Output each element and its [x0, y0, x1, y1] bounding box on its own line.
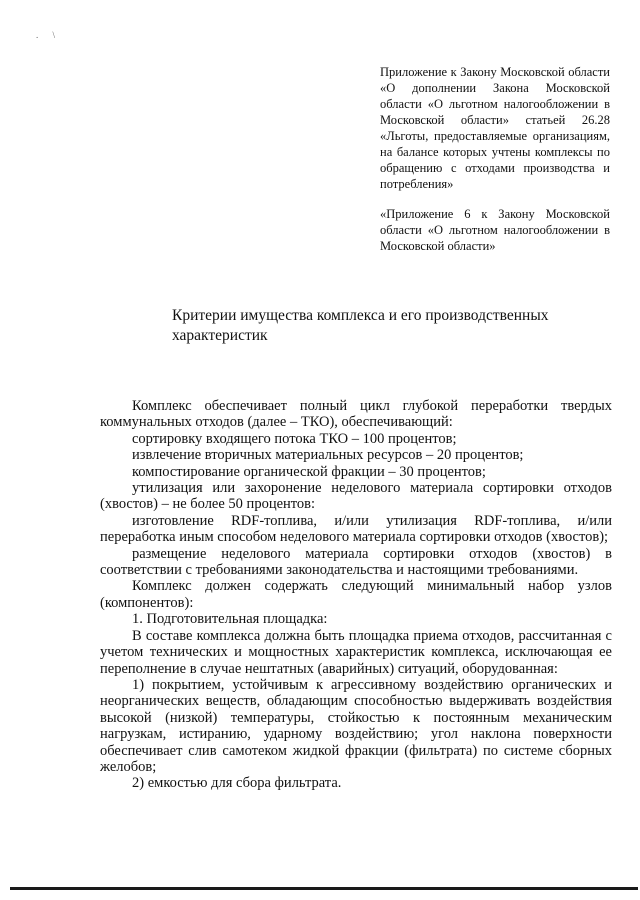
paragraph: изготовление RDF-топлива, и/или утилизация RDF-топлива, и/или переработка иным способом неделового материала сортировки отходов (хвостов);	[100, 512, 612, 546]
paragraph: сортировку входящего потока ТКО – 100 процентов;	[132, 430, 457, 447]
list-item: 1) покрытием, устойчивым к агрессивному воздействию органических и неорганических веществ, обладающим способностью выдерживать воздействия высокой (низкой) температуры, стойкостью к постоянным механическим нагрузкам, истиранию, ударному воздействию; угол наклона поверхности обеспечивает слив самотеком жидкой фракции (фильтрата) по системе сборных желобов;	[100, 676, 612, 775]
appendix-intro: Приложение к Закону Московской области «О дополнении Закона Московской области «О льготном налогообложении в Московской области» статьей 26.28 «Льготы, предоставляемые организациям, на балансе которых учтены комплексы по обращению с отходами производства и потребления»	[380, 65, 610, 191]
paragraph: компостирование органической фракции – 30 процентов;	[132, 463, 486, 480]
paragraph: утилизация или захоронение неделового материала сортировки отходов (хвостов) – не более 50 процентов:	[100, 480, 612, 513]
paragraph: Комплекс обеспечивает полный цикл глубокой переработки твердых коммунальных отходов (далее – ТКО), обеспечивающий:	[100, 398, 612, 431]
section-heading: 1. Подготовительная площадка:	[132, 611, 328, 628]
paragraph: извлечение вторичных материальных ресурсов – 20 процентов;	[132, 447, 524, 464]
document-title: Критерии имущества комплекса и его производственных характеристик	[172, 307, 549, 344]
appendix-reference: «Приложение 6 к Закону Московской области «О льготном налогообложении в Московской области»	[380, 207, 610, 253]
list-item: 2) емкостью для сбора фильтрата.	[132, 775, 342, 792]
paragraph: размещение неделового материала сортировки отходов (хвостов) в соответствии с требованиями законодательства и настоящими требованиями.	[100, 545, 612, 579]
scan-edge-line	[10, 887, 638, 890]
appendix-header	[380, 64, 610, 254]
document-body	[100, 398, 612, 792]
paragraph: Комплекс должен содержать следующий минимальный набор узлов (компонентов):	[100, 578, 612, 611]
paragraph: В составе комплекса должна быть площадка приема отходов, рассчитанная с учетом технических и мощностных характеристик комплекса, исключающая ее переполнение в случае нештатных (аварийных) ситуаций, оборудованная:	[100, 627, 612, 677]
scan-marks: . \	[36, 30, 62, 40]
